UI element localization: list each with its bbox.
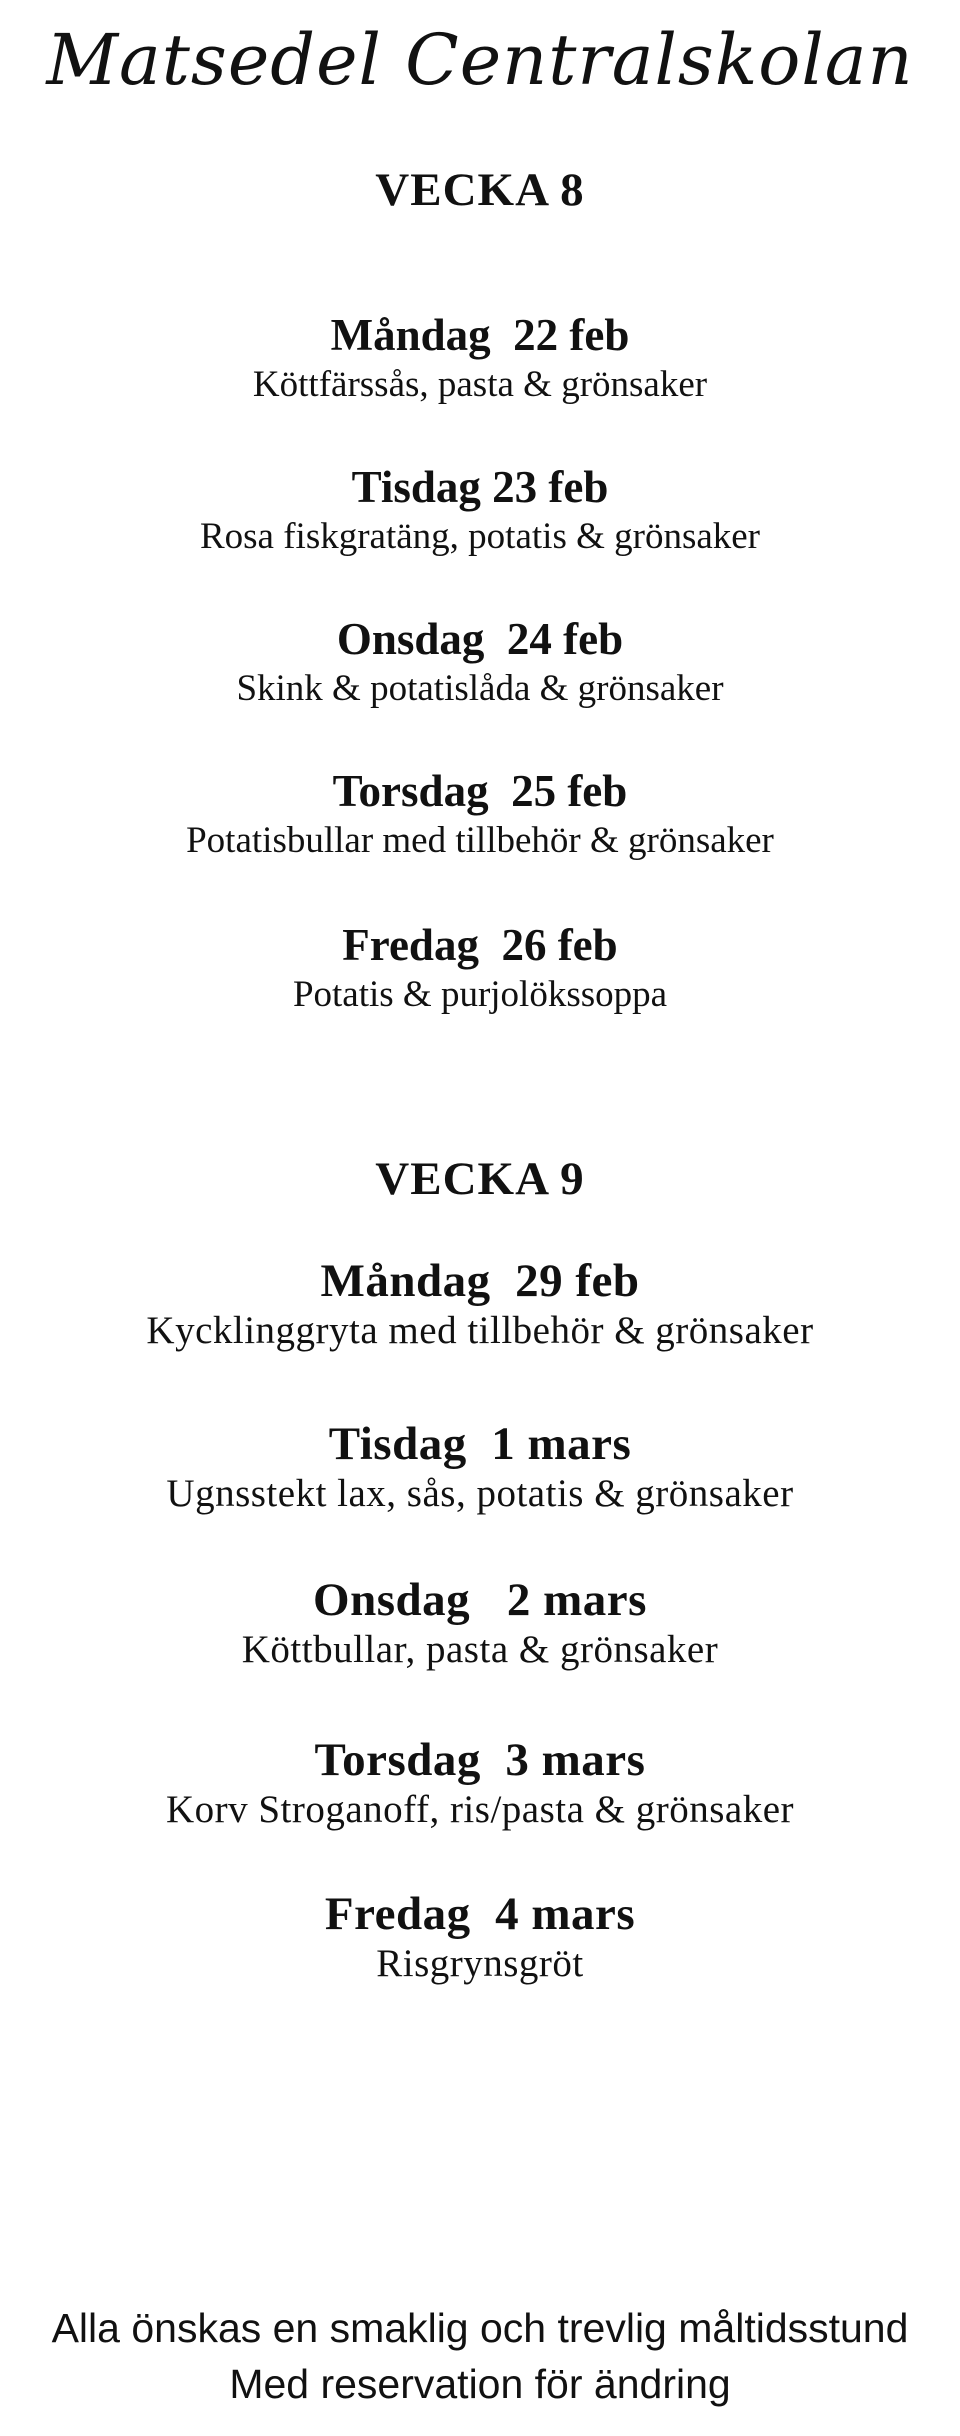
menu-day-thursday-w9 <box>0 1733 960 1833</box>
menu-day-tuesday-w9 <box>0 1417 960 1517</box>
menu-day-friday-w8 <box>0 918 960 1018</box>
day-label: Fredag 26 feb <box>342 920 618 970</box>
day-label: Fredag 4 mars <box>324 1888 636 1940</box>
footer-note <box>0 2300 960 2412</box>
footer-greeting: Alla önskas en smaklig och trevlig måltidsstund <box>51 2305 909 2351</box>
day-dish: Korv Stroganoff, ris/pasta & grönsaker <box>165 1788 795 1831</box>
day-label: Torsdag 25 feb <box>332 766 628 816</box>
day-label: Torsdag 3 mars <box>314 1734 646 1786</box>
day-label: Måndag 22 feb <box>330 310 630 360</box>
page-title: Matsedel Centralskolan <box>46 19 914 101</box>
day-dish: Köttbullar, pasta & grönsaker <box>241 1628 719 1671</box>
menu-day-friday-w9 <box>0 1887 960 1987</box>
menu-day-tuesday-w8 <box>0 460 960 560</box>
day-label: Tisdag 23 feb <box>351 462 609 512</box>
day-dish: Kycklinggryta med tillbehör & grönsaker <box>146 1309 814 1352</box>
menu-day-wednesday-w9 <box>0 1573 960 1673</box>
menu-day-thursday-w8 <box>0 764 960 864</box>
day-dish: Potatis & purjolökssoppa <box>292 974 668 1015</box>
day-label: Tisdag 1 mars <box>328 1418 632 1470</box>
menu-day-monday-w8 <box>0 308 960 408</box>
footer-disclaimer: Med reservation för ändring <box>229 2361 731 2407</box>
menu-day-wednesday-w8 <box>0 612 960 712</box>
day-dish: Skink & potatislåda & grönsaker <box>236 668 724 709</box>
day-dish: Rosa fiskgratäng, potatis & grönsaker <box>199 516 761 557</box>
week-heading-9: VECKA 9 <box>375 1153 585 1205</box>
day-dish: Ugnsstekt lax, sås, potatis & grönsaker <box>166 1472 794 1515</box>
week-heading-8: VECKA 8 <box>375 164 585 216</box>
day-dish: Köttfärssås, pasta & grönsaker <box>252 364 708 405</box>
day-label: Måndag 29 feb <box>320 1255 640 1307</box>
day-label: Onsdag 24 feb <box>336 614 624 664</box>
day-dish: Risgrynsgröt <box>376 1942 584 1985</box>
day-label: Onsdag 2 mars <box>313 1574 647 1626</box>
day-dish: Potatisbullar med tillbehör & grönsaker <box>186 820 774 861</box>
menu-day-monday-w9 <box>0 1254 960 1354</box>
